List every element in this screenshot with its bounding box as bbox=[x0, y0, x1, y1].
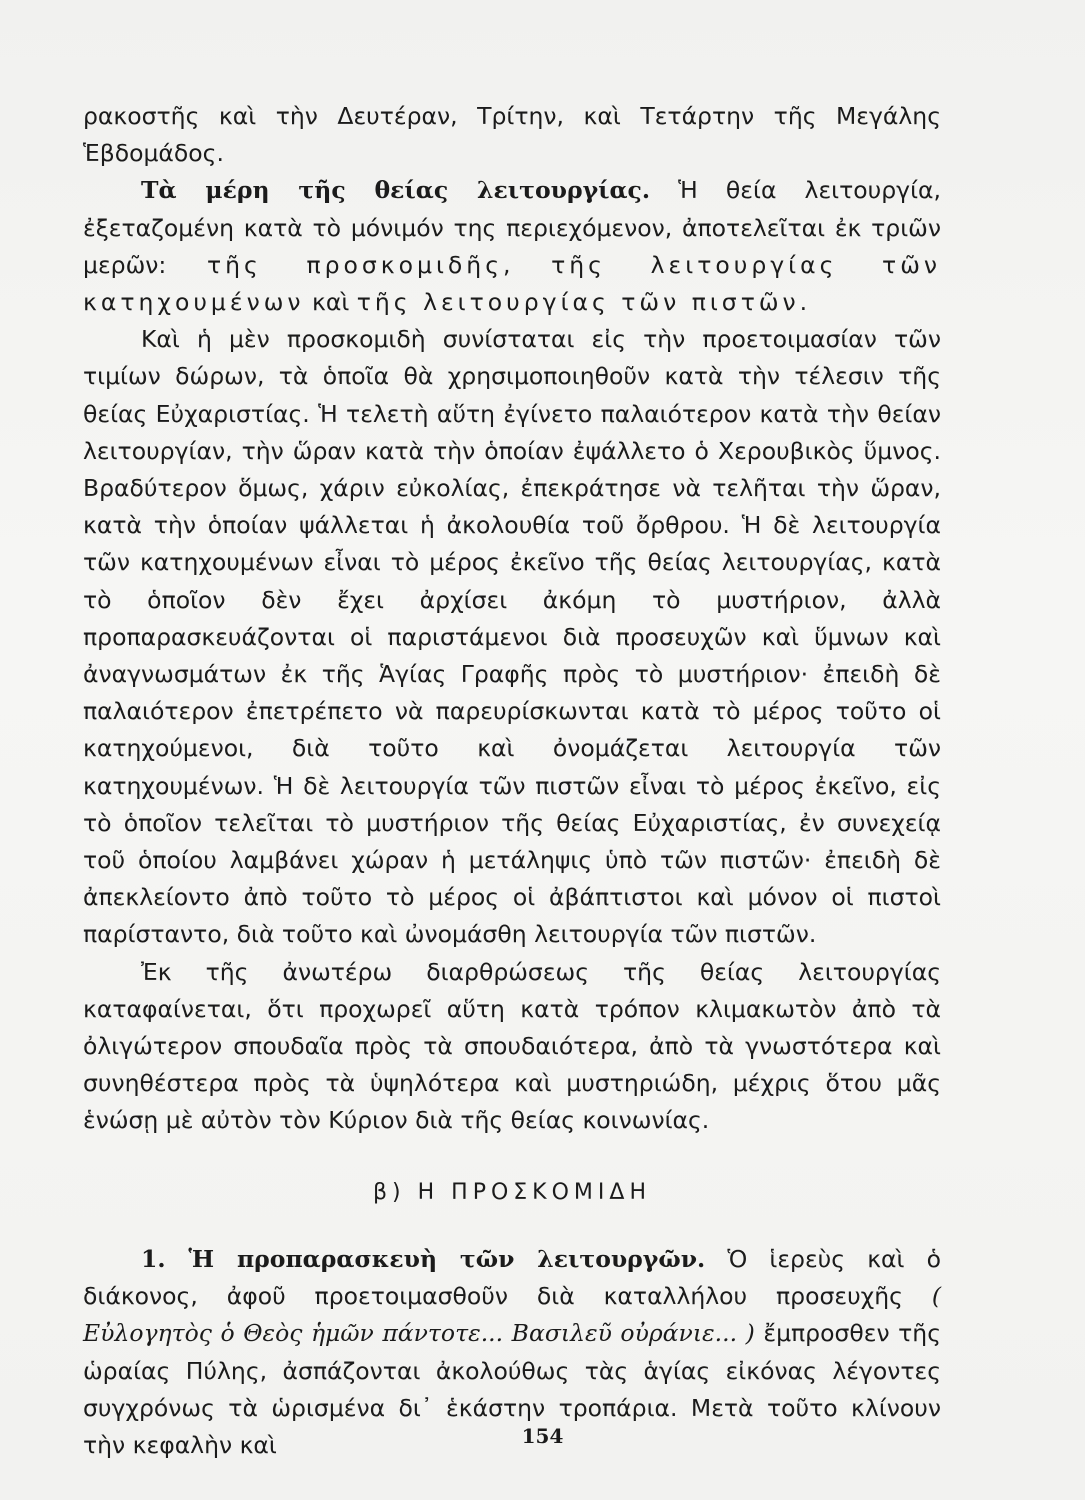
paragraph-text: . bbox=[799, 288, 808, 317]
paragraph-structure: Ἐκ τῆς ἀνωτέρω διαρθρώσεως τῆς θείας λειτουργίας καταφαίνεται, ὅτι προχωρεῖ αὕτη κατὰ τρόπον κλιμακωτὸν ἀπὸ τὰ ὀλιγώτερον σπουδαῖα πρὸς τὰ σπουδαιότερα, ἀπὸ τὰ γνωστότερα καὶ συνηθέστερα πρὸς τὰ ὑψηλότερα καὶ μυστηριώδη, μέχρις ὅτου μᾶς ἑνώσῃ μὲ αὐτὸν τὸν Κύριον διὰ τῆς θείας κοινωνίας. bbox=[83, 957, 941, 1135]
paragraph-text: ἔμπροσθεν τῆς ὡραίας Πύλης, ἀσπάζονται ἀκολούθως τὰς ἁγίας εἰκόνας λέγοντες συγχρόνως τὰ ὡρισμένα δι᾽ ἑκάστην τροπάρια. Μετὰ τοῦτο κλίνουν τὴν κεφαλὴν καὶ bbox=[83, 1319, 941, 1459]
run-in-heading: 1. Ἡ προπαρασκευὴ τῶν λειτουργῶν. bbox=[141, 1244, 706, 1273]
paragraph-parts-of-liturgy bbox=[83, 172, 941, 321]
text-column bbox=[83, 98, 941, 1464]
italic-quote: ( Εὐλογητὸς ὁ Θεὸς ἡμῶν πάντοτε... Βασιλεῦ οὐράνιε... ) bbox=[83, 1282, 941, 1348]
page-number: 154 bbox=[521, 1424, 564, 1448]
paragraph-continuation: ρακοστῆς καὶ τὴν Δευτέραν, Τρίτην, καὶ Τετάρτην τῆς Μεγάλης Ἑβδομάδος. bbox=[83, 102, 941, 168]
paragraph-text: καὶ bbox=[304, 288, 357, 317]
paragraph-text: Ἡ θεία λειτουργία, ἐξεταζομένη κατὰ τὸ μόνιμόν της περιεχόμενον, ἀποτελεῖται ἐκ τριῶν μερῶν: bbox=[83, 176, 941, 279]
section-heading: β) Η ΠΡΟΣΚΟΜΙΔΗ bbox=[373, 1179, 651, 1205]
paragraph-text: , bbox=[503, 250, 552, 279]
paragraph-text: Ὁ ἱερεὺς καὶ ὁ διάκονος, ἀφοῦ προετοιμασθοῦν διὰ καταλλήλου προσευχῆς bbox=[83, 1244, 941, 1311]
spaced-term: τῆς προσκομιδῆς bbox=[206, 250, 503, 279]
spaced-term: τῆς λειτουργίας τῶν κατηχουμένων bbox=[83, 250, 941, 317]
spaced-term: τῆς λειτουργίας τῶν πιστῶν bbox=[356, 288, 800, 317]
paragraph-proskomide: Καὶ ἡ μὲν προσκομιδὴ συνίσταται εἰς τὴν προετοιμασίαν τῶν τιμίων δώρων, τὰ ὁποῖα θὰ χρησιμοποιηθοῦν κατὰ τὴν τέλεσιν τῆς θείας Εὐχαριστίας. Ἡ τελετὴ αὕτη ἐγίνετο παλαιότερον κατὰ τὴν θείαν λειτουργίαν, τὴν ὥραν κατὰ τὴν ὁποίαν ἐψάλλετο ὁ Χερουβικὸς ὕμνος. Βραδύτερον ὅμως, χάριν εὐκολίας, ἐπεκράτησε νὰ τελῆται τὴν ὥραν, κατὰ τὴν ὁποίαν ψάλλεται ἡ ἀκολουθία τοῦ ὄρθρου. Ἡ δὲ λειτουργία τῶν κατηχουμένων εἶναι τὸ μέρος ἐκεῖνο τῆς θείας λειτουργίας, κατὰ τὸ ὁποῖον δὲν ἔχει ἀρχίσει ἀκόμη τὸ μυστήριον, ἀλλὰ προπαρασκευάζονται οἱ παριστάμενοι διὰ προσευχῶν καὶ ὕμνων καὶ ἀναγνωσμάτων ἐκ τῆς Ἁγίας Γραφῆς πρὸς τὸ μυστήριον· ἐπειδὴ δὲ παλαιότερον ἐπετρέπετο νὰ παρευρίσκωνται κατὰ τὸ μέρος τοῦτο οἱ κατηχούμενοι, διὰ τοῦτο καὶ ὀνομάζεται λειτουργία τῶν κατηχουμένων. Ἡ δὲ λειτουργία τῶν πιστῶν εἶναι τὸ μέρος ἐκεῖνο, εἰς τὸ ὁποῖον τελεῖται τὸ μυστήριον τῆς θείας Εὐχαριστίας, ἐν συνεχείᾳ τοῦ ὁποίου λαμβάνει χώραν ἡ μετάληψις ὑπὸ τῶν πιστῶν· ἐπειδὴ δὲ ἀπεκλείοντο ἀπὸ τοῦτο τὸ μέρος οἱ ἀβάπτιστοι καὶ μόνον οἱ πιστοὶ παρίσταντο, διὰ τοῦτο καὶ ὠνομάσθη λειτουργία τῶν πιστῶν. bbox=[83, 325, 941, 949]
run-in-heading: Τὰ μέρη τῆς θείας λειτουργίας. bbox=[141, 176, 651, 205]
